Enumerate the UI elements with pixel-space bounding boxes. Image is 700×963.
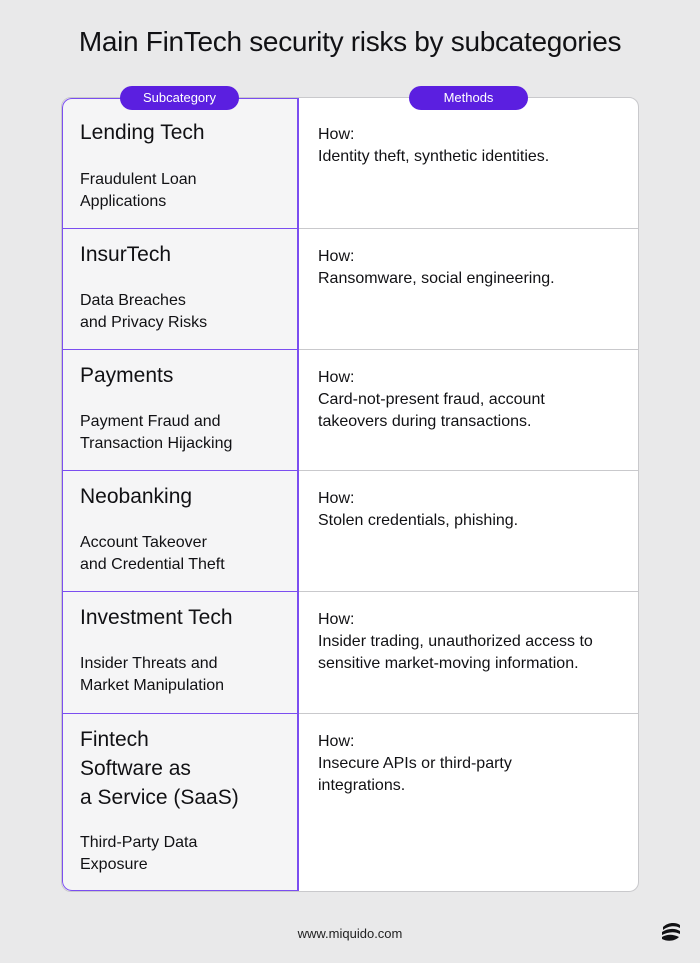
how-text: Insecure APIs or third-party integrations. — [318, 755, 512, 794]
table-row — [62, 714, 638, 891]
table-row — [62, 350, 638, 471]
risk-description: Third-Party Data Exposure — [80, 834, 198, 873]
how-label: How: — [318, 126, 355, 143]
risk-description: Payment Fraud and Transaction Hijacking — [80, 413, 233, 452]
risk-description: Data Breaches and Privacy Risks — [80, 292, 208, 331]
risk-description: Account Takeover and Credential Theft — [80, 534, 225, 573]
risk-description: Fraudulent Loan Applications — [80, 171, 197, 210]
how-label: How: — [318, 611, 355, 628]
how-label: How: — [318, 490, 355, 507]
category-title: Lending Tech — [80, 121, 205, 144]
table-row — [62, 471, 638, 592]
how-label: How: — [318, 733, 355, 750]
table-body — [61, 97, 639, 892]
category-title: Investment Tech — [80, 606, 233, 629]
table-row — [62, 229, 638, 350]
how-text: Card-not-present fraud, account takeovers during transactions. — [318, 391, 545, 430]
how-label: How: — [318, 369, 355, 386]
how-text: Insider trading, unauthorized access to sensitive market-moving information. — [318, 633, 593, 672]
table-row — [62, 98, 638, 228]
risk-description: Insider Threats and Market Manipulation — [80, 655, 225, 694]
category-title: InsurTech — [80, 243, 172, 266]
category-title: Neobanking — [80, 485, 193, 508]
page-title: Main FinTech security risks by subcategories — [78, 26, 622, 57]
category-title: Fintech Software as a Service (SaaS) — [80, 728, 239, 809]
table-row — [62, 592, 638, 713]
methods-header: Methods — [409, 86, 528, 110]
how-text: Identity theft, synthetic identities. — [318, 148, 550, 165]
miquido-logo-icon — [660, 920, 682, 944]
how-text: Ransomware, social engineering. — [318, 270, 555, 287]
how-label: How: — [318, 248, 355, 265]
category-title: Payments — [80, 364, 174, 387]
footer-url: www.miquido.com — [297, 926, 403, 941]
how-text: Stolen credentials, phishing. — [318, 512, 519, 529]
risk-table — [61, 97, 639, 892]
subcategory-header: Subcategory — [120, 86, 239, 110]
